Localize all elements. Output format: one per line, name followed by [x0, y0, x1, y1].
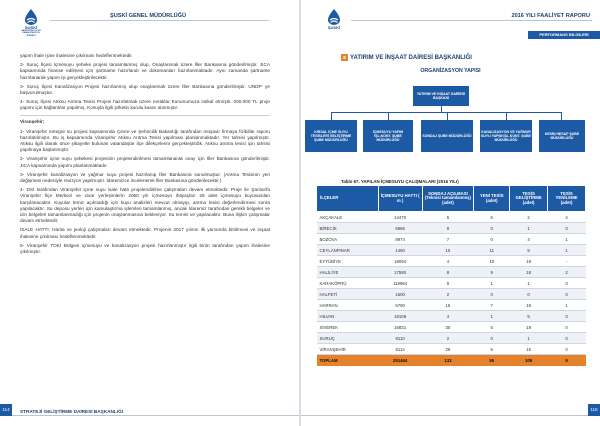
- value-cell: 15: [510, 344, 548, 355]
- section-title: [341, 54, 472, 61]
- org-connector: [447, 112, 448, 120]
- value-cell: 10: [422, 245, 474, 256]
- table-row: [317, 344, 586, 355]
- org-child-box: KIRSAL İÇME SUYU TESİSLERİ GELİŞTİRME ŞUBE MÜDÜRLÜĞÜ: [305, 120, 357, 152]
- column-header: YENİ TESİS (adet): [474, 186, 510, 212]
- value-cell: 1: [474, 311, 510, 322]
- divider: [20, 115, 270, 116]
- paragraph: 2- Suruç İlçesi İçmesuyu şebeke projesi tamamlanmış olup, Onaylanmak üzere İller Bankasına gönderilmiştir. JICA kapsamında finanse edilmesi için şartname hazırlandı ve dokümanları hazırlanmaktadır. Aynı zamanda şartname hazırlanarak yapım işi gerçekleştirilecektir.: [20, 62, 270, 80]
- value-cell: 19: [510, 322, 548, 333]
- water-drop-icon: [321, 8, 347, 26]
- value-cell: 4: [422, 311, 474, 322]
- left-body-text: [20, 53, 270, 258]
- value-cell: 5: [510, 311, 548, 322]
- table-row: [317, 278, 586, 289]
- value-cell: 4: [510, 234, 548, 245]
- total-value: 9: [548, 355, 586, 366]
- column-header: TESİS GELİŞTİRME (adet): [510, 186, 548, 212]
- value-cell: 1500: [378, 289, 422, 300]
- table-row: [317, 289, 586, 300]
- table-row: [317, 234, 586, 245]
- table-body: [317, 212, 586, 366]
- org-title: ŞUSKİ GENEL MÜDÜRLÜĞÜ: [110, 13, 187, 19]
- value-cell: 17590: [378, 267, 422, 278]
- column-header: İLÇELER: [317, 186, 379, 212]
- value-cell: 9: [422, 278, 474, 289]
- district-cell: HALİLİYE: [317, 267, 379, 278]
- paragraph: 1- Viranşehir entegre su projesi kapsamında Çevre ve Şehircilik Bakanlığı tarafından müşavir firmaya fizibilite raporu hazırlatılmıştır. Bu iş kapsamında Viranşehir Atıksu Arıtma Tesisi yapılması planlanmaktadır. Yer tahsisi yapılmıştır. Atıksu ilgili olarak önce şikayetle bulunan vatandaşlar ilçe dilekçelerini gerçekleştirdik. Atıksu arıtma tesisi için tahsisi yapılmaya başlanmıştır.: [20, 128, 270, 153]
- footer-line: [12, 415, 299, 416]
- table-caption: Tablo 67. YAPILAN İÇMESUYU ÇALIŞMALARI (2016 YILI): [341, 179, 459, 184]
- org-child-box: KANALİZASYON VE YAĞMUR SUYU YAPIM İŞL.KONT. ŞUBE MÜDÜRLÜĞÜ: [480, 120, 532, 152]
- org-connector: [506, 112, 507, 120]
- value-cell: 29: [422, 344, 474, 355]
- value-cell: 5: [474, 344, 510, 355]
- value-cell: 9: [474, 267, 510, 278]
- value-cell: 0: [510, 289, 548, 300]
- column-header: TESİS YENİLEME (adet): [548, 186, 586, 212]
- logo-subtext: ŞANLIURFA SU VE KANALİZASYON: [21, 29, 41, 35]
- value-cell: 6790: [378, 300, 422, 311]
- value-cell: 1: [548, 300, 586, 311]
- logo-word: ŞUSKİ: [24, 25, 38, 30]
- logo-word: ŞUSKİ: [327, 25, 341, 30]
- table-row: [317, 223, 586, 234]
- value-cell: 5: [510, 245, 548, 256]
- value-cell: 1: [510, 223, 548, 234]
- value-cell: 8: [422, 267, 474, 278]
- district-cell: CEYLANPINAR: [317, 245, 379, 256]
- value-cell: 6: [474, 212, 510, 223]
- value-cell: 4: [548, 212, 586, 223]
- value-cell: 8974: [378, 234, 422, 245]
- value-cell: 2: [510, 212, 548, 223]
- value-cell: 0: [548, 322, 586, 333]
- value-cell: 19109: [378, 311, 422, 322]
- header-line: [351, 20, 592, 21]
- table-row: [317, 311, 586, 322]
- paragraph: 5- Viranşehir TOKİ Bölgesi içmesuyu ve kanalizasyon projesi hazırlanmıştır ilgili birim tarafından yapım ihalesine çıkılmıştır.: [20, 242, 270, 254]
- value-cell: 8: [422, 223, 474, 234]
- table-row: [317, 245, 586, 256]
- paragraph: 3- Suruç İlçesi Kanalizasyon Projesi hazırlanmış olup onaylanmak üzere İller Bankasına gönderilmiştir. UNDP' ye başvurulmuştur.: [20, 83, 270, 96]
- value-cell: 1450: [378, 245, 422, 256]
- value-cell: 0: [474, 333, 510, 344]
- value-cell: 0: [548, 344, 586, 355]
- table-row: [317, 322, 586, 333]
- org-child-box: İÇMESUYU YAPIM İŞL.KONT. ŞUBE MÜDÜRLÜĞÜ: [363, 120, 413, 152]
- footer-line: [301, 415, 588, 416]
- suski-logo: [321, 8, 347, 30]
- value-cell: 8110: [378, 333, 422, 344]
- value-cell: 18: [510, 267, 548, 278]
- value-cell: 7: [422, 234, 474, 245]
- district-cell: HİLVAN: [317, 311, 379, 322]
- value-cell: 119964: [378, 278, 422, 289]
- value-cell: 0: [548, 223, 586, 234]
- table-total-row: [317, 355, 586, 366]
- district-cell: KARAKÖPRÜ: [317, 278, 379, 289]
- report-title: 2016 YILI FAALİYET RAPORU: [511, 13, 590, 19]
- value-cell: 1: [548, 245, 586, 256]
- column-header: İÇMESUYU HATTI ( m ): [378, 186, 422, 212]
- value-cell: 10: [474, 256, 510, 267]
- value-cell: 0: [548, 278, 586, 289]
- logo-subtext: İDARESİ: [26, 34, 36, 37]
- total-value: 251464: [378, 355, 422, 366]
- paragraph: İSALE HATTI: Harita ve jeoloji çalışmaları devam etmektedir. Projenin 2017 yılının ilk yarısında bitirilmesi ve inşaat ihalesine çıkılması hedeflenmektedir.: [20, 227, 270, 239]
- logo-caption: [18, 26, 44, 37]
- value-cell: -: [548, 256, 586, 267]
- district-cell: BOZOVA: [317, 234, 379, 245]
- district-cell: AKÇAKALE: [317, 212, 379, 223]
- district-cell: HALFETİ: [317, 289, 379, 300]
- district-cell: SURUÇ: [317, 333, 379, 344]
- org-chart-title: ORGANİZASYON YAPISI: [420, 68, 481, 74]
- value-cell: 2: [422, 289, 474, 300]
- water-drop-icon: [18, 8, 44, 26]
- org-connector: [331, 112, 561, 113]
- value-cell: 5: [422, 212, 474, 223]
- district-cell: VİRANŞEHİR: [317, 344, 379, 355]
- org-child-box: KESİN HESAP ŞUBE MÜDÜRLÜĞÜ: [539, 120, 585, 152]
- org-connector: [331, 112, 332, 120]
- value-cell: 8114: [378, 344, 422, 355]
- value-cell: 0: [548, 311, 586, 322]
- district-cell: EYYÜBİYE: [317, 256, 379, 267]
- value-cell: 1: [474, 278, 510, 289]
- subheading: Viranşehir;: [20, 119, 45, 125]
- header-line: [50, 20, 269, 21]
- table-row: [317, 300, 586, 311]
- footer-text: STRATEJİ GELİŞTİRME DAİRESİ BAŞKANLIĞI: [20, 409, 124, 414]
- section-number: 8: [341, 54, 348, 61]
- value-cell: 19: [510, 300, 548, 311]
- total-label: TOPLAM: [317, 355, 379, 366]
- total-value: 55: [474, 355, 510, 366]
- value-cell: 30: [422, 322, 474, 333]
- district-cell: SİVEREK: [317, 322, 379, 333]
- org-connector: [388, 112, 389, 120]
- district-cell: HARRAN: [317, 300, 379, 311]
- section-badge: PERFORMANS BİLGİLERİ: [528, 31, 600, 39]
- table-row: [317, 212, 586, 223]
- value-cell: 0: [548, 333, 586, 344]
- water-works-table: [316, 185, 586, 366]
- org-connector: [561, 112, 562, 120]
- value-cell: 0: [474, 234, 510, 245]
- value-cell: 0: [474, 289, 510, 300]
- total-value: 109: [510, 355, 548, 366]
- value-cell: 6666: [378, 223, 422, 234]
- table-header-row: [317, 186, 586, 212]
- left-page: [0, 0, 299, 426]
- district-cell: BİRECİK: [317, 223, 379, 234]
- value-cell: 1: [510, 333, 548, 344]
- value-cell: 2: [548, 267, 586, 278]
- table-row: [317, 333, 586, 344]
- paragraph: yapım ihale işine ihalesine çıkılması hedeflenmektedir.: [20, 53, 133, 58]
- total-value: 133: [422, 355, 474, 366]
- section-title-text: YATIRIM VE İNŞAAT DAİRESİ BAŞKANLIĞI: [350, 55, 472, 62]
- page-number: 114: [0, 404, 12, 416]
- value-cell: 0: [548, 289, 586, 300]
- table-row: [317, 267, 586, 278]
- table-row: [317, 256, 586, 267]
- value-cell: 19: [510, 256, 548, 267]
- org-child-box: SONDAJ ŞUBE MÜDÜRLÜĞÜ: [421, 120, 473, 152]
- value-cell: 7: [474, 300, 510, 311]
- value-cell: 11: [474, 245, 510, 256]
- paragraph: 4- Suruç İlçesi Atıksu Arıtma Tesisi Projesi hazırlatmak üzere evraklar Kurumumuza intikal etmiştir. 200.000 TL proje yapımı için bağlantılar yapılmış, Konuyla ilgili şirketin kurulu kararı alınmıştır.: [20, 99, 270, 111]
- value-cell: 1: [548, 234, 586, 245]
- value-cell: 14470: [378, 212, 422, 223]
- value-cell: 18094: [378, 256, 422, 267]
- value-cell: 4: [422, 256, 474, 267]
- paragraph: 2- Viranşehir içme suyu şebekesi projesinin projelendirilmesi tamamlanarak onay için İller Bankasına gönderilmiştir. JICA kapsamında yapımı planlanmaktadır.: [20, 156, 270, 168]
- value-cell: 0: [474, 223, 510, 234]
- value-cell: 16831: [378, 322, 422, 333]
- value-cell: 5: [474, 322, 510, 333]
- paragraph: 4- DSİ tarafından Viranşehir içme suyu isale hattı projelendirilme çalışmaları devam etmektedir. Proje ile Şanlıurfa Viranşehir İlçe Merkezi ve civar yerleşimlerin 2060 yılı içmesuyu ihtiyaçları 28 adet içmesuyu kuyusundan karşılanacaktır. Kuyular temiz açılmadığı için kuyu analizleri mevcut olmayıp, arıtma tesisi değerlendirmesi sonra yapılacaktır. Su deposu yerleri için kamulaştırma işlemleri tamamlanmış, ancak İdaremiz tarafından gerekli belgeler ve izin belgeleri tamamlanmadığı için projenin onaylanmasına bekleniyor. Su temini ve yapılacaktır. Buna ilişkin çalışmalar devam etmektedir.: [20, 187, 270, 224]
- value-cell: 15: [422, 300, 474, 311]
- logo-caption: [321, 26, 347, 30]
- column-header: SONDAJ AÇILMASI (Teknisi tamamlanmış) (adet): [422, 186, 474, 212]
- value-cell: 1: [510, 278, 548, 289]
- value-cell: 2: [422, 333, 474, 344]
- right-page: [301, 0, 600, 426]
- page-number: 115: [588, 404, 600, 416]
- suski-logo: [18, 8, 44, 37]
- paragraph: 3- Viranşehir kanalizasyon ve yağmur suyu projesi hazırlanıp İller Bankasına sunulmuştur. (Arıtma Tesisinin yeri değişmesi nedeniyle revizyon yapılmıştır. İdaremizce incelenerek İller Bankasına gönderilecektir.): [20, 171, 270, 183]
- org-root-box: YATIRIM VE İNŞAAT DAİRESİ BAŞKANI: [413, 86, 469, 106]
